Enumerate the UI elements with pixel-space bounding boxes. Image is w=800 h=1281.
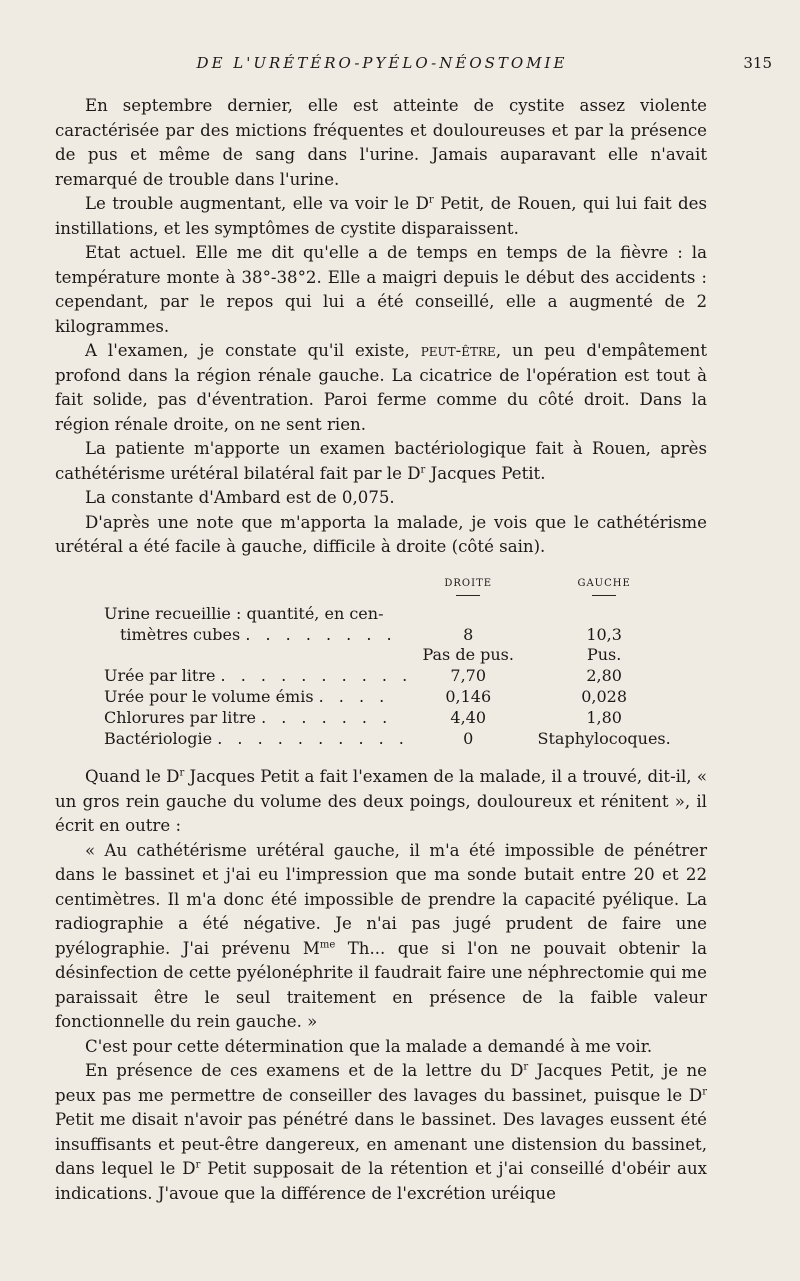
results-table (104, 578, 684, 748)
table-row: Urine recueillie : quantité, en cen- (104, 603, 384, 623)
column-header-droite: DROITE (412, 578, 524, 602)
paragraph: La constante d'Ambard est de 0,075. (85, 488, 395, 507)
table-row: Bactériologie . . . . . . . . . . 0 Staphylocoques. (104, 728, 671, 748)
paragraph: C'est pour cette détermination que la malade a demandé à me voir. (85, 1036, 653, 1056)
paragraph: A l'examen, je constate qu'il existe, peut-être, un peu d'empâtement profond dans la région rénale gauche. La cicatrice de l'opération est tout à fait solide, pas d'éventration. Paroi ferme comme du côté droit. Dans la région rénale droite, on ne sent rien. (55, 341, 707, 434)
paragraph: D'après une note que m'apporta la malade, je vois que le cathétérisme urétéral a été facile à gauche, difficile à droite (côté sain). (55, 512, 707, 556)
paragraph: Etat actuel. Elle me dit qu'elle a de temps en temps de la fièvre : la température monte à 38°-38°2. Elle a maigri depuis le début des accidents : cependant, par le repos qui lui a été conseillé, elle a augmenté de 2 kilogrammes. (55, 243, 707, 336)
column-header-gauche: GAUCHE (524, 578, 684, 602)
text-block-top (55, 94, 707, 560)
paragraph: La patiente m'apporte un examen bactériologique fait à Rouen, après cathétérisme urétéral bilatéral fait par le $D^r$ Jacques Petit. (55, 439, 707, 483)
paragraph: En septembre dernier, elle est atteinte de cystite assez violente caractérisée par des mictions fréquentes et douloureuses et par la présence de pus et même de sang dans l'urine. Jamais auparavant elle n'avait remarqué de trouble dans l'urine. (55, 96, 707, 189)
running-title: DE L'URÉTÉRO-PYÉLO-NÉOSTOMIE (196, 54, 568, 72)
paragraph: Quand le $D^r$ Jacques Petit a fait l'examen de la malade, il a trouvé, dit-il, « un gros rein gauche du volume des deux poings, douloureux et rénitent », il écrit en outre : (55, 767, 707, 835)
table-row: timètres cubes . . . . . . . . 8 10,3 (120, 624, 622, 644)
table-row: Urée par litre . . . . . . . . . . 7,70 2,80 (104, 666, 622, 686)
text-block-bottom (55, 765, 707, 1206)
table-row: Chlorures par litre . . . . . . . 4,40 1,80 (104, 707, 622, 727)
paragraph: Le trouble augmentant, elle va voir le $D^r$ Petit, de Rouen, qui lui fait des instillations, et les symptômes de cystite disparaissent. (55, 194, 707, 238)
table-row: Pas de pus. Pus. (422, 645, 622, 665)
paragraph: En présence de ces examens et de la lettre du $D^r$ Jacques Petit, je ne peux pas me permettre de conseiller des lavages du bassinet, puisque le $D^r$ Petit me disait n'avoir pas pénétré dans le bassinet. Des lavages eussent été insuffisants et peut-être dangereux, en amenant une distension du bassinet, dans lequel le $D^r$ Petit supposait de la rétention et j'ai conseillé d'obéir aux indications. J'avoue que la différence de l'excrétion uréique (55, 1061, 707, 1203)
page-number: 315 (743, 54, 772, 72)
quoted-letter: « Au cathétérisme urétéral gauche, il m'a été impossible de pénétrer dans le bassinet et j'ai eu l'impression que ma sonde butait entre 20 et 22 centimètres. Il m'a donc été impossible de prendre la capacité pyélique. La radiographie a été négative. Je n'ai pas jugé prudent de faire une pyélographie. J'ai prévenu $M^{me}$ Th... que si l'on ne pouvait obtenir la désinfection de cette pyélonéphrite il faudrait faire une néphrectomie qui me paraissait être le seul traitement en présence de la faible valeur fonctionnelle du rein gauche. » (55, 840, 707, 1031)
table-row: Urée pour le volume émis . . . . 0,146 0,028 (104, 686, 628, 706)
